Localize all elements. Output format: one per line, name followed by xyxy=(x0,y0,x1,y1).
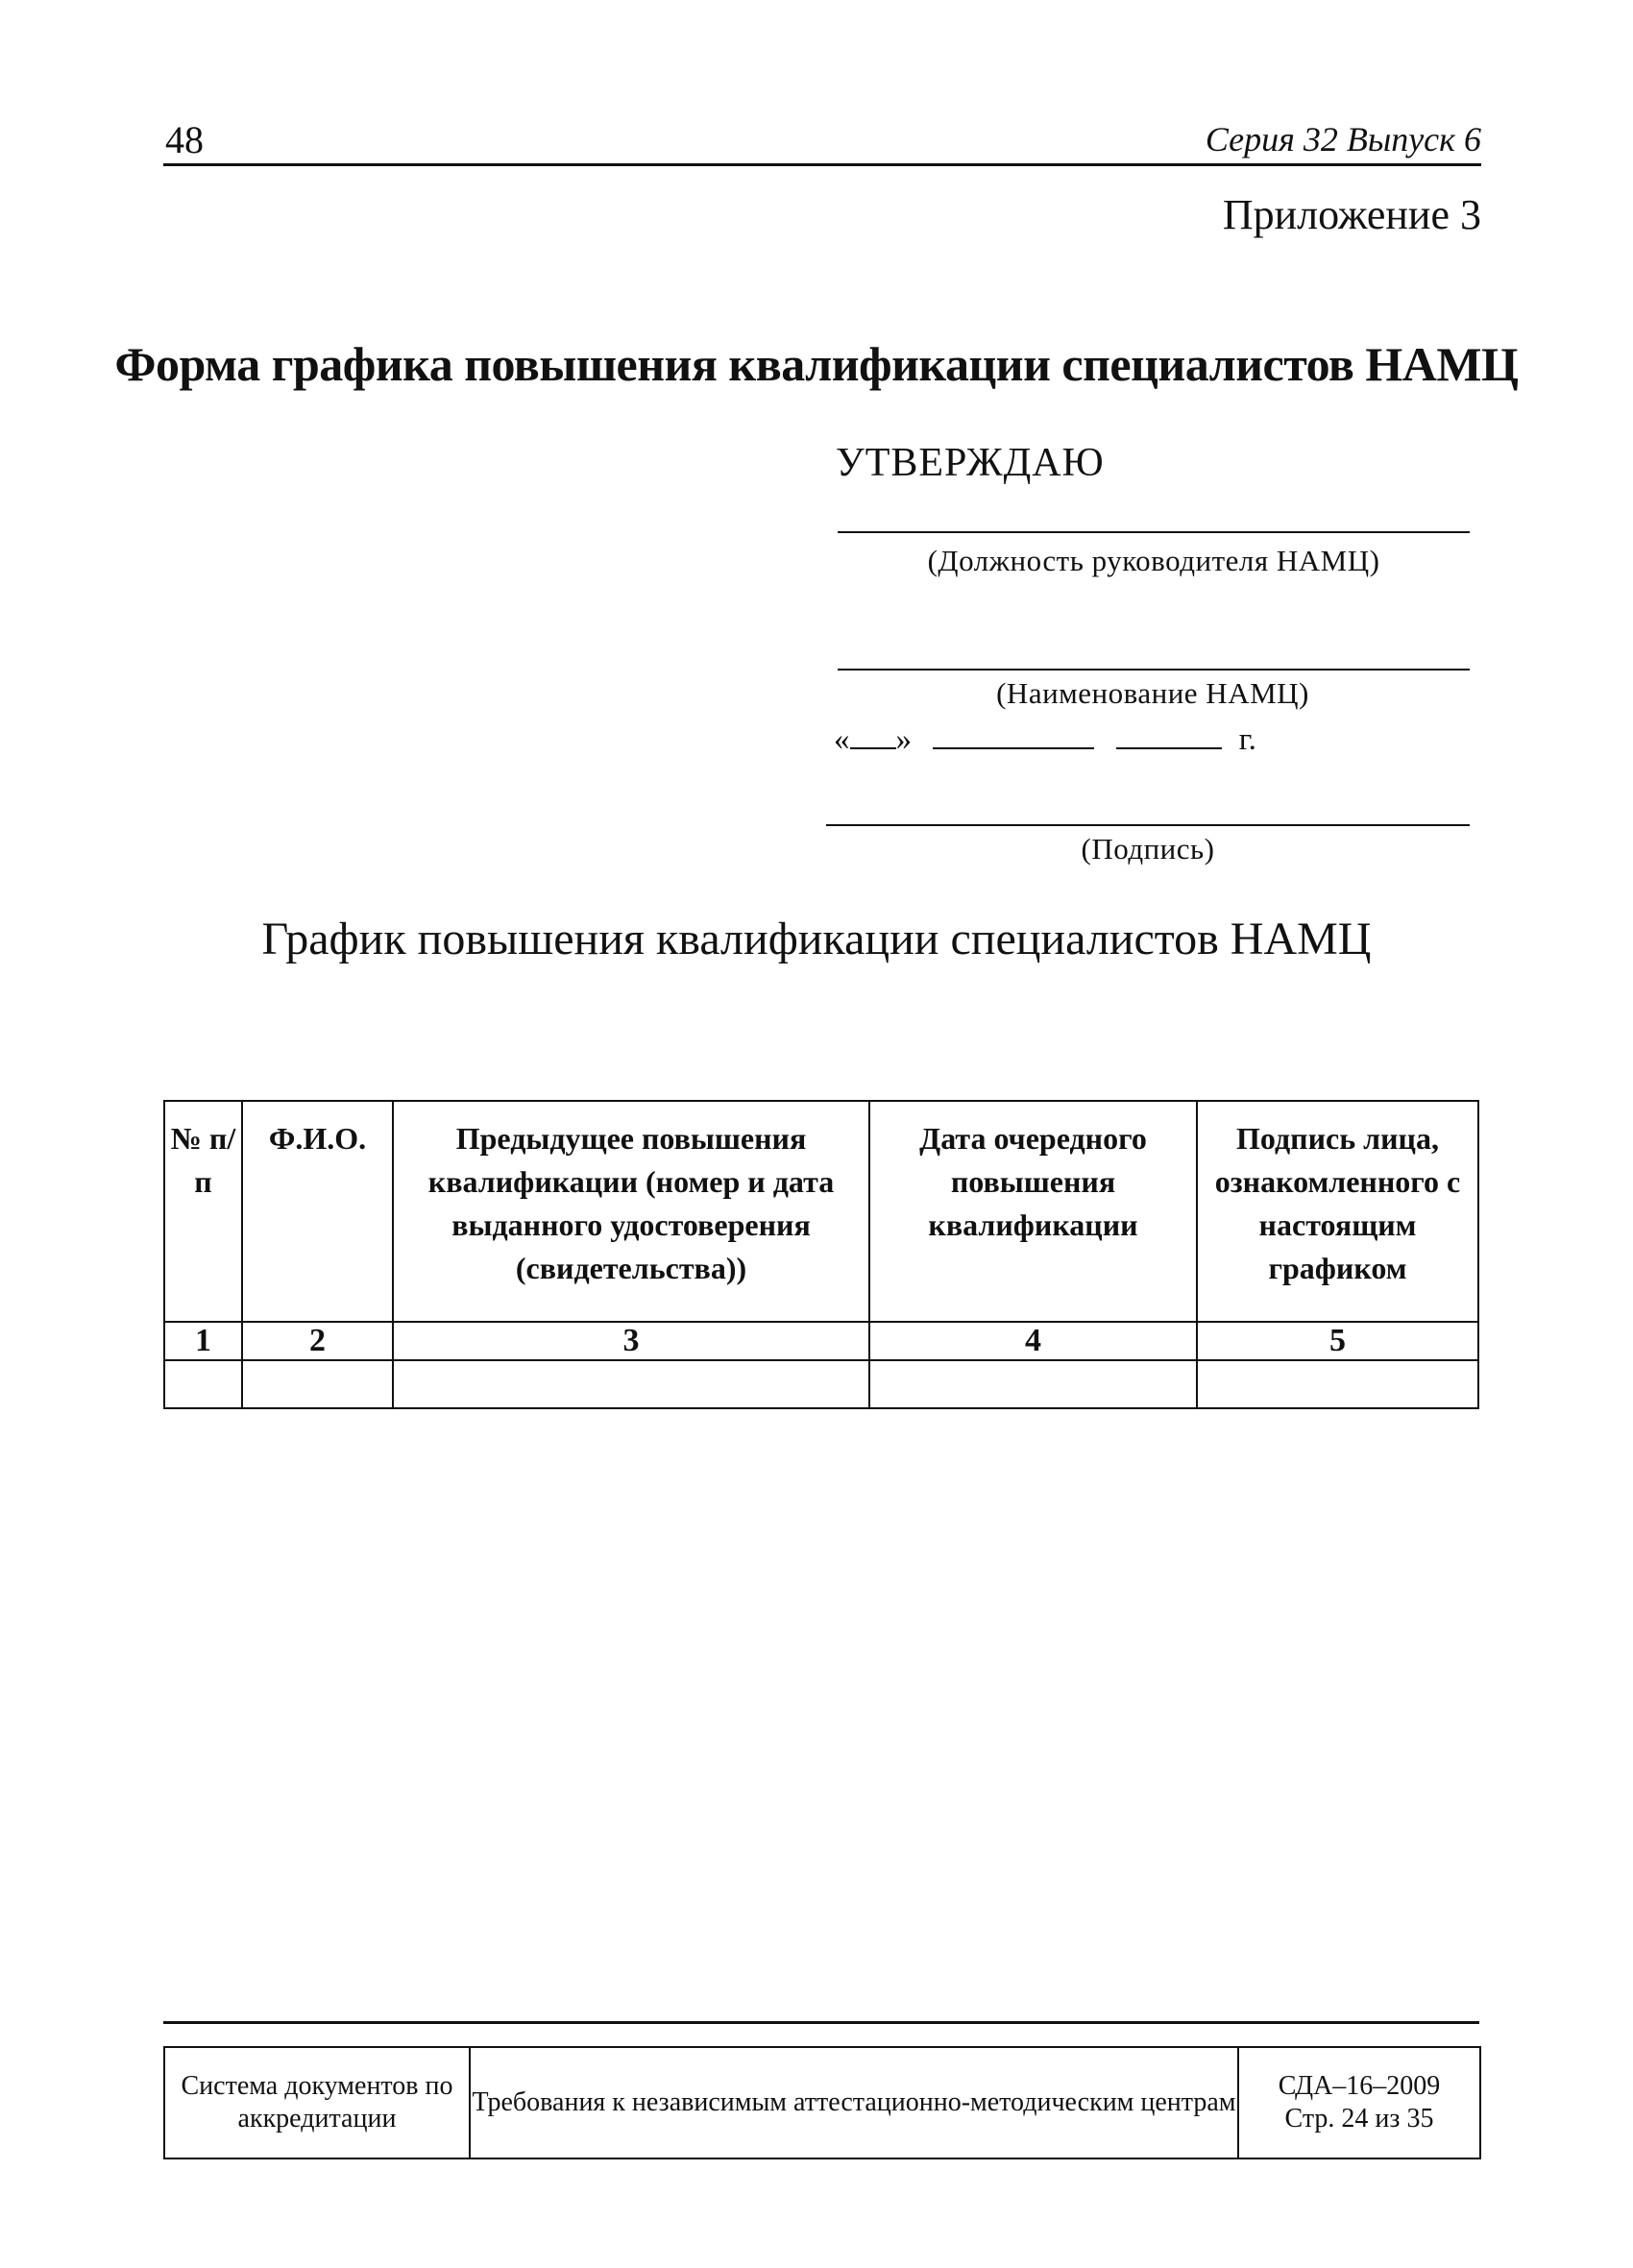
table-cell xyxy=(1197,1360,1478,1408)
header-cell-next-date: Дата очередного повышения квалификации xyxy=(869,1101,1197,1322)
header-cell-signature: Подпись лица, ознакомленного с настоящим графиком xyxy=(1197,1101,1478,1322)
series-label: Серия 32 Выпуск 6 xyxy=(1205,120,1481,159)
footer-doc-info xyxy=(1238,2047,1480,2158)
column-number: 5 xyxy=(1197,1322,1478,1360)
footer-document-title: Требования к независимым аттестационно-методическим центрам xyxy=(470,2047,1238,2158)
appendix-label: Приложение 3 xyxy=(1222,191,1481,238)
table-row xyxy=(164,1360,1478,1408)
table-cell xyxy=(869,1360,1197,1408)
header-cell-previous-training: Предыдущее повышения квалификации (номер и дата выданного удостоверения (свидетельства)) xyxy=(393,1101,869,1322)
footer-table xyxy=(163,2046,1481,2159)
form-title: Форма графика повышения квалификации специалистов НАМЦ xyxy=(114,337,1519,391)
column-number: 2 xyxy=(242,1322,393,1360)
table-cell xyxy=(242,1360,393,1408)
schedule-table xyxy=(163,1100,1479,1409)
date-close-quote: » xyxy=(895,722,912,757)
date-open-quote: « xyxy=(834,722,850,757)
approve-label: УТВЕРЖДАЮ xyxy=(836,441,1105,485)
signature-caption: (Подпись) xyxy=(1081,832,1215,866)
date-row xyxy=(834,722,1256,758)
page-number: 48 xyxy=(165,118,204,161)
table-cell xyxy=(164,1360,242,1408)
signature-line xyxy=(826,824,1470,826)
column-number-row xyxy=(164,1322,1478,1360)
year-blank xyxy=(1116,724,1222,749)
column-number: 3 xyxy=(393,1322,869,1360)
year-suffix: г. xyxy=(1238,722,1256,757)
footer-page: Стр. 24 из 35 xyxy=(1284,2104,1434,2134)
table-header-row xyxy=(164,1101,1478,1322)
footer-system-name: Система документов по аккредитации xyxy=(164,2047,470,2158)
month-blank xyxy=(933,724,1094,749)
footer-divider xyxy=(163,2021,1479,2024)
table-cell xyxy=(393,1360,869,1408)
header-cell-name: Ф.И.О. xyxy=(242,1101,393,1322)
schedule-title: График повышения квалификации специалистов НАМЦ xyxy=(261,914,1372,964)
name-line xyxy=(838,669,1470,671)
footer-doc-code: СДА–16–2009 xyxy=(1278,2071,1441,2101)
position-caption: (Должность руководителя НАМЦ) xyxy=(927,544,1380,577)
column-number: 4 xyxy=(869,1322,1197,1360)
header-divider xyxy=(163,163,1481,166)
name-caption: (Наименование НАМЦ) xyxy=(996,676,1309,710)
day-blank xyxy=(850,724,896,749)
header-cell-number: № п/п xyxy=(164,1101,242,1322)
column-number: 1 xyxy=(164,1322,242,1360)
position-line xyxy=(838,531,1470,533)
